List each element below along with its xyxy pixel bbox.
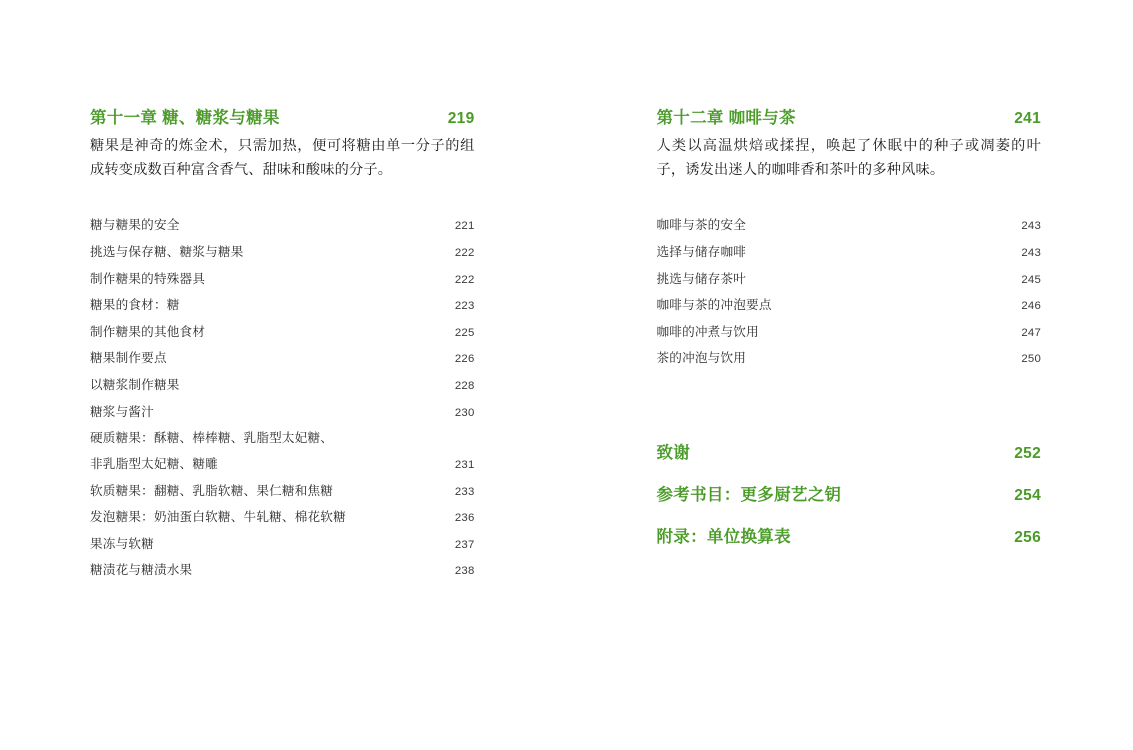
backmatter-list: [657, 430, 1042, 556]
list-item[interactable]: [657, 293, 1042, 320]
toc-entry-list-left: [90, 213, 475, 585]
toc-entry-page: 221: [454, 220, 475, 233]
list-item[interactable]: [90, 426, 475, 452]
list-item[interactable]: [657, 239, 1042, 266]
list-item[interactable]: [90, 451, 475, 478]
toc-entry-label: 以糖浆制作糖果: [90, 378, 180, 392]
toc-entry-label: 制作糖果的特殊器具: [90, 271, 206, 286]
list-item[interactable]: [90, 531, 475, 558]
backmatter-label: 附录：单位换算表: [656, 528, 791, 547]
toc-entry-label: 糖果的食材：糖: [90, 298, 180, 313]
toc-entry-page: 236: [454, 512, 475, 525]
list-item[interactable]: [90, 505, 475, 532]
toc-entry-page: 238: [454, 565, 475, 578]
toc-entry-page: 231: [454, 458, 475, 471]
list-item[interactable]: [657, 266, 1042, 293]
backmatter-label: 致谢: [656, 444, 691, 463]
chapter-page-11: 219: [447, 110, 475, 127]
backmatter-item-acknowledgements[interactable]: [657, 430, 1042, 472]
toc-entry-label: 非乳脂型太妃糖、糖雕: [90, 456, 218, 471]
toc-entry-page: 246: [1021, 300, 1041, 313]
toc-entry-label: 果冻与软糖: [90, 536, 154, 551]
toc-entry-page: 223: [454, 300, 475, 313]
list-item[interactable]: [90, 346, 475, 373]
toc-entry-page: 243: [1021, 247, 1041, 260]
list-item[interactable]: [657, 213, 1042, 240]
list-item[interactable]: [657, 346, 1042, 373]
toc-entry-label: 挑选与保存糖、糖浆与糖果: [90, 245, 244, 260]
backmatter-label: 参考书目：更多厨艺之钥: [656, 486, 842, 505]
list-item[interactable]: [90, 558, 475, 585]
toc-entry-label: 咖啡与茶的安全: [656, 218, 747, 233]
toc-entry-label: 糖渍花与糖渍水果: [90, 563, 193, 578]
chapter-title-11: 第十一章 糖、糖浆与糖果: [90, 109, 280, 127]
toc-entry-page: 228: [454, 380, 475, 392]
list-item[interactable]: [90, 213, 475, 240]
chapter-heading-11: [90, 104, 475, 128]
toc-entry-label: 糖浆与酱汁: [90, 404, 154, 419]
toc-entry-label: 软质糖果：翻糖、乳脂软糖、果仁糖和焦糖: [90, 483, 334, 498]
list-item[interactable]: [90, 399, 475, 426]
list-item[interactable]: [90, 239, 475, 266]
toc-entry-label: 选择与储存咖啡: [656, 245, 747, 260]
toc-entry-page: 233: [454, 485, 475, 498]
toc-entry-label: 制作糖果的其他食材: [90, 324, 206, 339]
list-item[interactable]: [657, 319, 1042, 346]
list-item[interactable]: [90, 372, 475, 399]
toc-entry-page: 237: [454, 538, 475, 551]
backmatter-item-appendix[interactable]: [657, 514, 1042, 556]
toc-entry-label: 糖果制作要点: [90, 351, 167, 366]
toc-entry-page: 243: [1021, 220, 1041, 233]
toc-entry-label: 挑选与储存茶叶: [656, 271, 747, 286]
list-item[interactable]: [90, 293, 475, 320]
toc-entry-page: 226: [454, 353, 475, 366]
toc-entry-page: 245: [1021, 273, 1041, 286]
toc-entry-label: 发泡糖果：奶油蛋白软糖、牛轧糖、棉花软糖: [90, 510, 346, 525]
chapter-title-12: 第十二章 咖啡与茶: [656, 109, 796, 127]
toc-entry-list-right: [657, 213, 1042, 373]
toc-entry-page: 250: [1021, 353, 1041, 366]
toc-entry-page: 222: [454, 247, 475, 260]
list-item[interactable]: [90, 478, 475, 505]
list-item[interactable]: [90, 266, 475, 293]
backmatter-page: 252: [1014, 445, 1041, 463]
toc-entry-label: 咖啡的冲煮与饮用: [656, 324, 759, 339]
backmatter-page: 254: [1014, 487, 1041, 505]
list-item[interactable]: [90, 319, 475, 346]
toc-entry-page: 247: [1021, 326, 1041, 339]
toc-entry-page: 230: [454, 406, 475, 419]
toc-entry-page: 225: [454, 326, 475, 339]
toc-columns: [0, 104, 1133, 584]
toc-entry-label: 咖啡与茶的冲泡要点: [656, 298, 772, 313]
toc-entry-page: 222: [454, 273, 475, 286]
toc-entry-label: 茶的冲泡与饮用: [656, 351, 747, 366]
toc-column-left: [0, 104, 567, 584]
backmatter-item-bibliography[interactable]: [657, 472, 1042, 514]
toc-entry-label: 糖与糖果的安全: [90, 218, 180, 233]
toc-entry-label: 硬质糖果：酥糖、棒棒糖、乳脂型太妃糖、: [90, 431, 334, 446]
chapter-description-12: 人类以高温烘焙或揉捏，唤起了休眠中的种子或凋萎的叶子，诱发出迷人的咖啡香和茶叶的多种风味。: [656, 138, 1041, 179]
backmatter-page: 256: [1014, 529, 1041, 547]
chapter-description-11: 糖果是神奇的炼金术，只需加热，便可将糖由单一分子的组成转变成数百种富含香气、甜味和酸味的分子。: [90, 138, 475, 179]
chapter-page-12: 241: [1014, 110, 1041, 127]
chapter-heading-12: [657, 104, 1042, 128]
toc-column-right: [567, 104, 1133, 584]
